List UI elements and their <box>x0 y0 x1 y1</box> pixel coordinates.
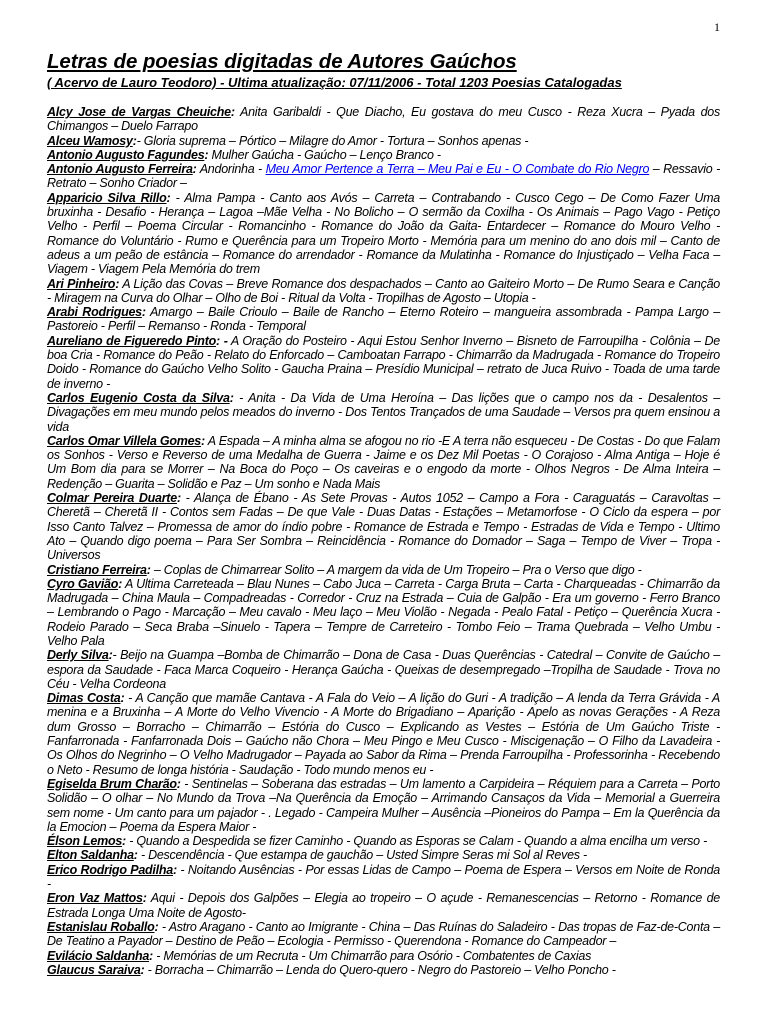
author-entry <box>47 305 720 334</box>
author-entry <box>47 834 720 848</box>
author-name: Colmar Pereira Duarte <box>47 491 177 506</box>
separator: : - <box>216 333 228 348</box>
author-name: Derly Silva <box>47 648 109 663</box>
author-entry <box>47 334 720 391</box>
separator: : <box>204 147 209 162</box>
document-body <box>47 49 720 977</box>
page-number: 1 <box>714 20 720 34</box>
separator: : <box>201 433 205 448</box>
author-entry <box>47 577 720 648</box>
author-name: Apparicio Silva Rillo <box>47 190 167 205</box>
author-entry <box>47 491 720 562</box>
separator: : <box>146 562 151 577</box>
author-name: Dimas Costa <box>47 691 121 706</box>
separator: : <box>132 133 137 148</box>
works-list: - Descendência - Que estampa de gauchão – Usted Simpre Seras mi Sol al Reves - <box>137 848 587 863</box>
works-list: - Gloria suprema – Pórtico – Milagre do Amor - Tortura – Sonhos apenas - <box>136 133 529 148</box>
author-name: Cyro Gavião <box>47 576 119 591</box>
works-list: - Sentinelas – Soberana das estradas – Um lamento a Carpideira – Réquiem para a Carreta – Porto Solidão – O olhar – No Mundo da Trova –Na Querência da Emoção – Arrimando Cansaços da Vida – Memorial a Guerreira sem nome - Um canto para um pajador - . Legado - Campeira Mulher – Ausência –Pioneiros do Pampa – Em la Querência da la Emocion – Poema da Espera Maior - <box>47 776 720 834</box>
document-subtitle: ( Acervo de Lauro Teodoro) - Ultima atualização: 07/11/2006 - Total 1203 Poesias Catalogadas <box>47 75 622 90</box>
works-list: Amargo – Baile Crioulo – Baile de Rancho – Eterno Roteiro – mangueira assombrada - Pampa Largo – Pastoreio - Perfil – Remanso - Ronda - Temporal <box>47 305 720 334</box>
author-entry <box>47 162 720 191</box>
author-name: Evilácio Saldanha <box>47 948 150 963</box>
works-list: – Coplas de Chimarrear Solito – A margem da vida de Um Tropeiro – Pra o Verso que digo - <box>150 562 642 577</box>
author-name: Antonio Augusto Ferreira <box>47 162 193 177</box>
separator: : <box>141 305 146 320</box>
works-hyperlink[interactable]: Meu Amor Pertence a Terra – Meu Pai e Eu - O Combate do Rio Negro <box>265 162 650 177</box>
separator: : <box>229 390 234 405</box>
author-entry <box>47 848 720 862</box>
author-name: Arabi Rodrigues <box>47 305 142 320</box>
separator: : <box>176 491 181 506</box>
author-entry <box>47 277 720 306</box>
separator: : <box>118 576 123 591</box>
author-entry <box>47 920 720 949</box>
works-list: - Noitando Ausências - Por essas Lidas de Campo – Poema de Espera – Versos em Noite de Ronda - <box>47 862 720 892</box>
author-entry <box>47 777 720 834</box>
author-name: Aureliano de Figueredo Pinto <box>47 333 216 348</box>
author-name: Glaucus Saraiva <box>47 962 141 977</box>
author-name: Carlos Eugenio Costa da Silva <box>47 390 230 405</box>
works-list: - Memórias de um Recruta - Um Chimarrão para Osório - Combatentes de Caxias <box>152 948 592 963</box>
works-list: A Oração do Posteiro - Aqui Estou Senhor Inverno – Bisneto de Farroupilha - Colônia – De boa Cria - Romance do Peão - Relato do Enforcado – Camboatan Farrapo - Chimarrão da Madrugada - Romance do Tropeiro Doido - Romance do Gaúcho Velho Solito - Gaucha Praina – Presídio Municipal – retrato de Juca Ruivo - Toada de uma tarde de inverno - <box>47 333 720 391</box>
works-list-continued: – Ressavio - Retrato – Sonho Criador – <box>47 162 720 191</box>
author-entry <box>47 134 720 148</box>
works-list: Andorinha - <box>196 162 266 177</box>
author-entry <box>47 691 720 777</box>
author-name: Elton Saldanha <box>47 848 134 863</box>
document-title: Letras de poesias digitadas de Autores Gaúchos <box>47 50 517 73</box>
separator: : <box>166 190 171 205</box>
separator: : <box>176 776 181 791</box>
works-list: - Astro Aragano - Canto ao Imigrante - China – Das Ruínas do Saladeiro - Das tropas de Faz-de-Conta – De Teatino a Payador – Destino de Peão – Ecologia - Permisso - Querendona - Romance do Campeador – <box>47 919 720 949</box>
separator: : <box>120 691 125 706</box>
separator: : <box>230 105 235 119</box>
separator: : <box>192 162 197 177</box>
works-list: - Beijo na Guampa –Bomba de Chimarrão – Dona de Casa - Duas Querências - Catedral – Convite de Gaúcho – espora da Saudade - Faca Marca Coqueiro - Herança Gaúcha - Queixas de desempregado –Tropilha de Saudade - Trova no Céu - Velha Cordeona <box>47 648 720 691</box>
works-list: - Alma Pampa - Canto aos Avós – Carreta – Contrabando - Cusco Cego – De Como Fazer Uma bruxinha - Desafio - Herança – Lagoa –Mãe Velha - No Bolicho – O sermão da Coxilha - Os Animais – Pago Vago - Petiço Velho - Perfil – Poema Circular - Romancinho - Romance do João da Gaita- Entardecer – Romance do Mouro Velho - Romance do Voluntário - Rumo e Querência para um Tropeiro Morto - Memória para um menino do ano dois mil – Canto de adeus a um peão de estância – Romance do arrendador - Romance da Mulatinha - Romance do Injustiçado – Velha Faca – Viagem - Viagem Pela Memória do trem <box>47 190 720 277</box>
author-name: Cristiano Ferreira <box>47 562 147 577</box>
author-name: Carlos Omar Villela Gomes <box>47 433 202 448</box>
author-entry <box>47 105 720 134</box>
works-list: - Alança de Ébano - As Sete Provas - Autos 1052 – Campo a Fora - Caraguatás – Caravoltas – Cheretã – Cheretã II - Contos sem Fadas – De que Vale - Duas Datas - Estações – Metamorfose - O Ciclo da espera – por Isso Canto Talvez – Promessa de amor do índio pobre - Romance de Estrada e Tempo - Estradas de Vida e Tempo - Ultimo Ato – Quando digo poema – Para Ser Sombra – Reincidência - Romance do Domador – Saga – Tempo de Viver – Tropa - Universos <box>47 491 720 563</box>
author-name: Ari Pinheiro <box>47 276 116 291</box>
works-list: Aqui - Depois dos Galpões – Elegia ao tropeiro – O açude - Remanescencias – Retorno - Romance de Estrada Longa Uma Noite de Agosto- <box>47 891 720 920</box>
author-entry <box>47 191 720 277</box>
author-name: Estanislau Roballo <box>47 919 155 934</box>
works-list: - Quando a Despedida se fizer Caminho - Quando as Esporas se Calam - Quando a alma encilha um verso - <box>125 834 708 849</box>
separator: : <box>108 648 113 663</box>
works-list: - A Canção que mamãe Cantava - A Fala do Veio – A lição do Guri - A tradição – A lenda da Terra Grávida - A menina e a Bruxinha – A Morte do Velho Vivencio - A Morte do Brigadiano – Aparição - Apelo as novas Gerações - A Reza dum Grosso – Borracho – Chimarrão – Estória do Cusco – Explicando as Vestes – Estória de Um Gaúcho Triste - Fanfarronada - Fanfarronada Dois – Gaúcho não Chora – Meu Pingo e Meu Cusco - Miscigenação – O Filho da Lavadeira - Os Olhos do Negrinho – O Velho Madrugador – Payada ao Sabor da Rima – Prenda Farroupilha - Professorinha - Recebendo o Neto - Resumo de longa história - Saudação - Todo mundo menos eu - <box>47 691 720 777</box>
separator: : <box>149 948 153 963</box>
works-list: Anita Garibaldi - Que Diacho, Eu gostava do meu Cusco - Reza Xucra – Pyada dos Chimangos – Duelo Farrapo <box>47 105 720 134</box>
works-list: A Lição das Covas – Breve Romance dos despachados – Canto ao Gaiteiro Morto – De Rumo Seara e Canção - Miragem na Curva do Olhar – Olho de Boi - Ritual da Volta - Tropilhas de Agosto – Utopia - <box>47 276 721 305</box>
author-entry <box>47 949 720 963</box>
works-list: A Ultima Carreteada – Blau Nunes – Cabo Juca – Carreta - Carga Bruta – Carta - Charqueadas - Chimarrão da Madrugada – China Maula – Compadreadas - Corredor - Cruz na Estrada – Cuia de Galpão - Era um governo - Ferro Branco – Lembrando o Pago - Marcação – Meu cavalo - Meu laço – Meu Violão - Negada - Pealo Fatal - Petiço – Querência Xucra - Rodeio Parado – Seca Braba –Sinuelo - Tapera – Tempre de Carreteiro - Tombo Feio – Trama Quebrada – Velho Umbu - Velho Pala <box>47 576 720 648</box>
works-list: A Espada – A minha alma se afogou no rio -E A terra não esqueceu - De Costas - Do que Falam os Sonhos - Verso e Reverso de uma Medalha de Guerra - Jaime e os Dez Mil Poetas - O Corajoso - Alma Antiga – Hoje é Um Bom dia para se Morrer – Na Boca do Poço – Os caveiras e o engodo da morte - Olhos Negros - De Alma Inteira – Redenção – Guarita – Solidão e Paz – Um sonho e Nada Mais <box>47 433 721 491</box>
author-entry <box>47 391 720 434</box>
author-entry <box>47 648 720 691</box>
author-name: Alcy Jose de Vargas Cheuiche <box>47 105 231 119</box>
author-name: Eron Vaz Mattos <box>47 891 143 906</box>
separator: : <box>172 862 177 877</box>
separator: : <box>154 919 159 934</box>
separator: : <box>140 962 145 977</box>
works-list: - Borracha – Chimarrão – Lenda do Quero-quero - Negro do Pastoreio – Velho Poncho - <box>144 962 616 977</box>
works-list: Mulher Gaúcha - Gaúcho – Lenço Branco - <box>208 147 441 162</box>
author-name: Élson Lemos <box>47 834 123 849</box>
author-entry <box>47 963 720 977</box>
author-name: Alceu Wamosy <box>47 133 133 148</box>
author-entry <box>47 563 720 577</box>
author-entry <box>47 863 720 892</box>
separator: : <box>115 276 120 291</box>
separator: : <box>122 834 126 849</box>
author-name: Egiselda Brum Charão <box>47 776 177 791</box>
separator: : <box>133 848 138 863</box>
author-name: Antonio Augusto Fagundes <box>47 147 205 162</box>
author-entry <box>47 891 720 920</box>
works-list: - Anita - Da Vida de Uma Heroína – Das lições que o campo nos da - Desalentos – Divagações em meu mundo pelos meados do inverno - Dos Tentos Trançados de uma Saudade – Versos pra quem ensinou a vida <box>47 390 720 434</box>
separator: : <box>142 891 147 906</box>
author-name: Erico Rodrigo Padilha <box>47 862 173 877</box>
author-list <box>47 105 720 977</box>
author-entry <box>47 434 720 491</box>
author-entry <box>47 148 720 162</box>
